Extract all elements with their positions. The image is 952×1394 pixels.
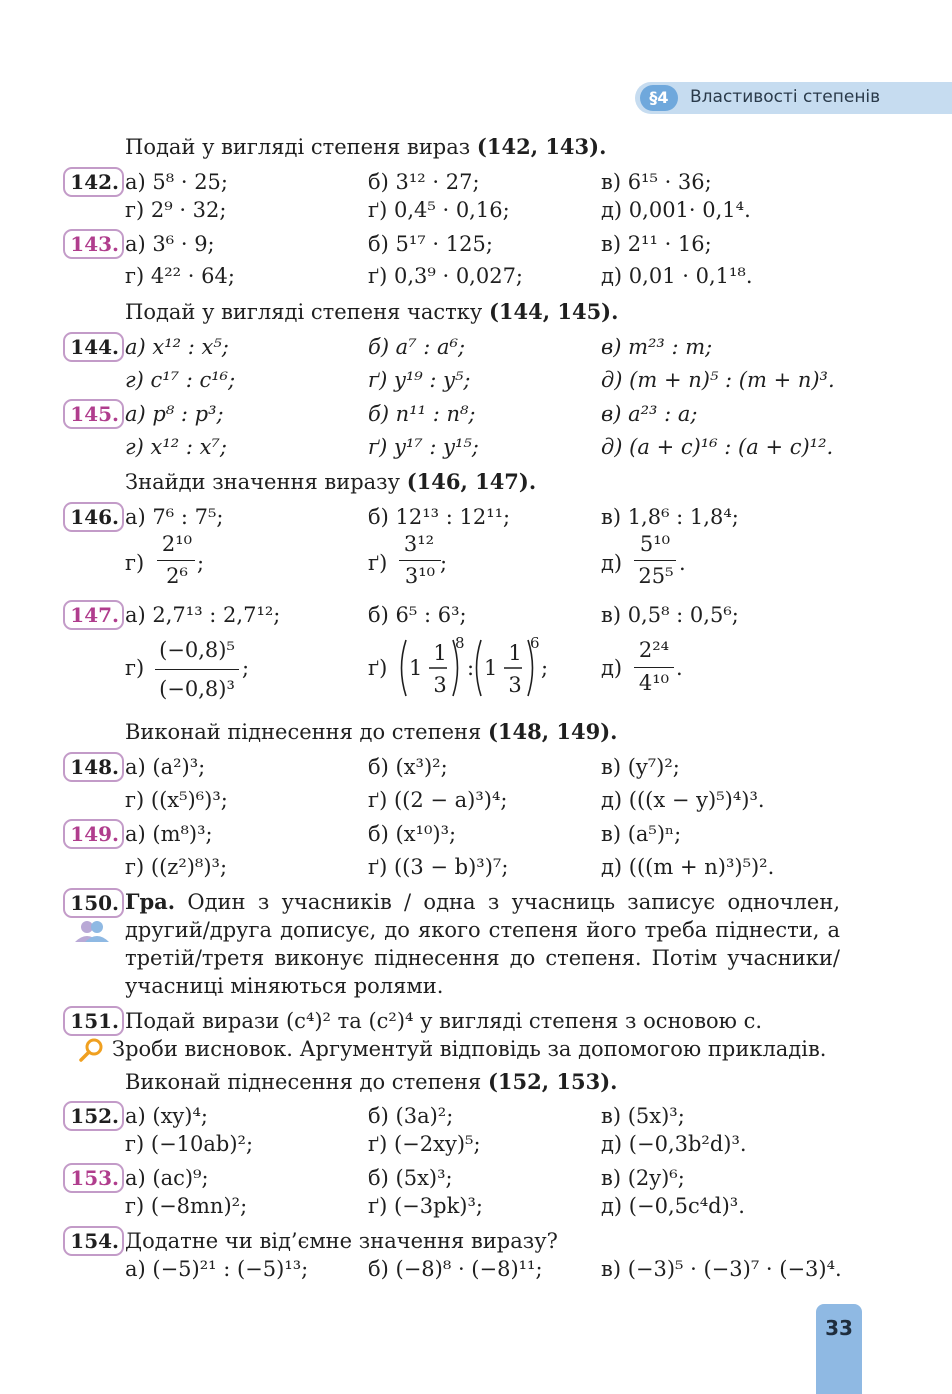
task-g: г) x¹² : x⁷;	[125, 435, 227, 459]
task-gg: ґ) ((2 − a)³)⁴;	[368, 788, 508, 812]
mixed-integer: 1	[409, 656, 423, 680]
fraction-bar	[155, 669, 239, 670]
task-question: Додатне чи від’ємне значення виразу?	[125, 1229, 558, 1253]
task-v: в) (y⁷)²;	[601, 755, 680, 779]
fraction-denominator: 3	[433, 673, 447, 697]
task-v: в) (5x)³;	[601, 1104, 685, 1128]
task-g-label: г)	[125, 656, 145, 680]
task-a: а) x¹² : x⁵;	[125, 335, 229, 359]
task-gg: ґ) (−3pk)³;	[368, 1194, 483, 1218]
colon: :	[467, 656, 475, 680]
task-b: б) 12¹³ : 12¹¹;	[368, 505, 511, 529]
instruction: Виконай піднесення до степеня (152, 153).	[125, 1069, 618, 1094]
task-a: а) 7⁶ : 7⁵;	[125, 505, 224, 529]
task-a: а) (ac)⁹;	[125, 1166, 209, 1190]
task-a: а) (m⁸)³;	[125, 822, 213, 846]
task-g: г) (−8mn)²;	[125, 1194, 248, 1218]
instruction: Знайди значення виразу (146, 147).	[125, 469, 537, 494]
task-v: в) (a⁵)ⁿ;	[601, 822, 682, 846]
exercise-number: 146.	[63, 502, 124, 532]
task-a: а) (xy)⁴;	[125, 1104, 208, 1128]
exercise-number: 154.	[63, 1226, 124, 1256]
exponent: 6	[530, 634, 540, 652]
task-d: д) 0,01 · 0,1¹⁸.	[601, 264, 753, 288]
section-title: Властивості степенів	[690, 87, 881, 107]
exercise-number: 145.	[63, 399, 124, 429]
page-number: 33	[816, 1304, 862, 1394]
task-v: в) (2y)⁶;	[601, 1166, 685, 1190]
fraction-numerator: 1	[508, 641, 522, 665]
task-d: д) (((m + n)³)⁵)².	[601, 855, 775, 879]
task-v: в) 6¹⁵ · 36;	[601, 170, 712, 194]
task-b: б) (5x)³;	[368, 1166, 453, 1190]
fraction-bar	[634, 667, 674, 668]
fraction-denominator: (−0,8)³	[159, 677, 235, 701]
task-d-label: д)	[601, 551, 623, 575]
task-g-label: г)	[125, 551, 145, 575]
task-gg-label: ґ)	[368, 656, 388, 680]
fraction-bar	[157, 560, 195, 561]
task-v: в) a²³ : a;	[601, 402, 698, 426]
task-a: а) 2,7¹³ : 2,7¹²;	[125, 603, 281, 627]
exercise-number: 149.	[63, 819, 124, 849]
semicolon: ;	[197, 551, 205, 575]
fraction-denominator: 3¹⁰	[404, 564, 436, 588]
task-b: б) a⁷ : a⁶;	[368, 335, 466, 359]
exercise-number: 144.	[63, 332, 124, 362]
exercise-number: 147.	[63, 600, 124, 630]
task-d-label: д)	[601, 656, 623, 680]
task-g: г) (−10ab)²;	[125, 1132, 254, 1156]
task-a: а) (a²)³;	[125, 755, 206, 779]
task-gg: ґ) 0,4⁵ · 0,16;	[368, 198, 510, 222]
period: .	[679, 551, 686, 575]
instruction: Подай у вигляді степеня частку (144, 145).	[125, 299, 619, 324]
task-a: а) 5⁸ · 25;	[125, 170, 228, 194]
task-d: д) (a + c)¹⁶ : (a + c)¹².	[601, 435, 834, 459]
task-gg: ґ) (−2xy)⁵;	[368, 1132, 481, 1156]
fraction-denominator: 4¹⁰	[638, 671, 670, 695]
fraction-bar	[634, 560, 676, 561]
task-b: б) (3a)²;	[368, 1104, 454, 1128]
mixed-integer: 1	[484, 656, 498, 680]
period: .	[676, 656, 683, 680]
task-b: б) 5¹⁷ · 125;	[368, 232, 493, 256]
fraction-denominator: 25⁵	[638, 564, 674, 588]
task-v: в) 1,8⁶ : 1,8⁴;	[601, 505, 739, 529]
fraction-numerator: 3¹²	[403, 532, 435, 556]
task-g: г) c¹⁷ : c¹⁶;	[125, 368, 236, 392]
task-v: в) 2¹¹ · 16;	[601, 232, 712, 256]
task-text: Подай вирази (c⁴)² та (c²)⁴ у вигляді степеня з основою c.	[125, 1009, 763, 1033]
task-b: б) 6⁵ : 6³;	[368, 603, 467, 627]
task-d: д) (−0,5c⁴d)³.	[601, 1194, 745, 1218]
task-g: г) ((z²)⁸)³;	[125, 855, 228, 879]
task-d: д) (−0,3b²d)³.	[601, 1132, 747, 1156]
task-d: д) (m + n)⁵ : (m + n)³.	[601, 368, 835, 392]
fraction-numerator: 5¹⁰	[639, 532, 671, 556]
magnifier-icon	[78, 1036, 106, 1064]
instruction: Подай у вигляді степеня вираз (142, 143).	[125, 134, 607, 159]
game-task-text: Гра. Один з учасників / одна з учасниць записує одночлен, другий/друга дописує, до якого степеня його треба піднести, а третій/третя виконує піднесення до степеня. Потім учасники/учасниці міняються ролями.	[125, 889, 840, 998]
task-a: а) 3⁶ · 9;	[125, 232, 215, 256]
group-work-icon	[72, 918, 112, 944]
task-b: б) (−8)⁸ · (−8)¹¹;	[368, 1257, 543, 1281]
task-b: б) (x³)²;	[368, 755, 448, 779]
exercise-number: 150.	[63, 888, 124, 918]
fraction-denominator: 2⁶	[166, 564, 188, 588]
fraction-bar	[399, 560, 441, 561]
task-v: в) (−3)⁵ · (−3)⁷ · (−3)⁴.	[601, 1257, 842, 1281]
task-b: б) (x¹⁰)³;	[368, 822, 457, 846]
task-b: б) n¹¹ : n⁸;	[368, 402, 476, 426]
task-d: д) (((x − y)⁵)⁴)³.	[601, 788, 765, 812]
section-badge: §4	[640, 85, 678, 111]
fraction-numerator: 2¹⁰	[161, 532, 193, 556]
task-g: г) ((x⁵)⁶)³;	[125, 788, 228, 812]
task-gg: ґ) y¹⁷ : y¹⁵;	[368, 435, 479, 459]
task-g: г) 2⁹ · 32;	[125, 198, 227, 222]
exercise-number: 152.	[63, 1101, 124, 1131]
task-v: в) 0,5⁸ : 0,5⁶;	[601, 603, 739, 627]
semicolon: ;	[541, 656, 549, 680]
exponent: 8	[455, 634, 465, 652]
semicolon: ;	[440, 551, 448, 575]
semicolon: ;	[242, 656, 250, 680]
exercise-number: 148.	[63, 752, 124, 782]
exercise-number: 142.	[63, 167, 124, 197]
exercise-number: 143.	[63, 229, 124, 259]
fraction-numerator: 1	[433, 641, 447, 665]
task-a: а) p⁸ : p³;	[125, 402, 224, 426]
task-d: д) 0,001· 0,1⁴.	[601, 198, 751, 222]
task-b: б) 3¹² · 27;	[368, 170, 480, 194]
task-gg-label: ґ)	[368, 551, 388, 575]
exercise-number: 153.	[63, 1163, 124, 1193]
task-gg: ґ) 0,3⁹ · 0,027;	[368, 264, 524, 288]
fraction-numerator: (−0,8)⁵	[159, 638, 235, 662]
task-gg: ґ) y¹⁹ : y⁵;	[368, 368, 471, 392]
task-a: а) (−5)²¹ : (−5)¹³;	[125, 1257, 309, 1281]
task-gg: ґ) ((3 − b)³)⁷;	[368, 855, 509, 879]
fraction-numerator: 2²⁴	[638, 638, 670, 662]
task-v: в) m²³ : m;	[601, 335, 713, 359]
instruction: Виконай піднесення до степеня (148, 149).	[125, 719, 618, 744]
fraction-denominator: 3	[508, 673, 522, 697]
task-g: г) 4²² · 64;	[125, 264, 235, 288]
exercise-number: 151.	[63, 1006, 124, 1036]
task-text: Зроби висновок. Аргументуй відповідь за допомогою прикладів.	[112, 1037, 827, 1061]
